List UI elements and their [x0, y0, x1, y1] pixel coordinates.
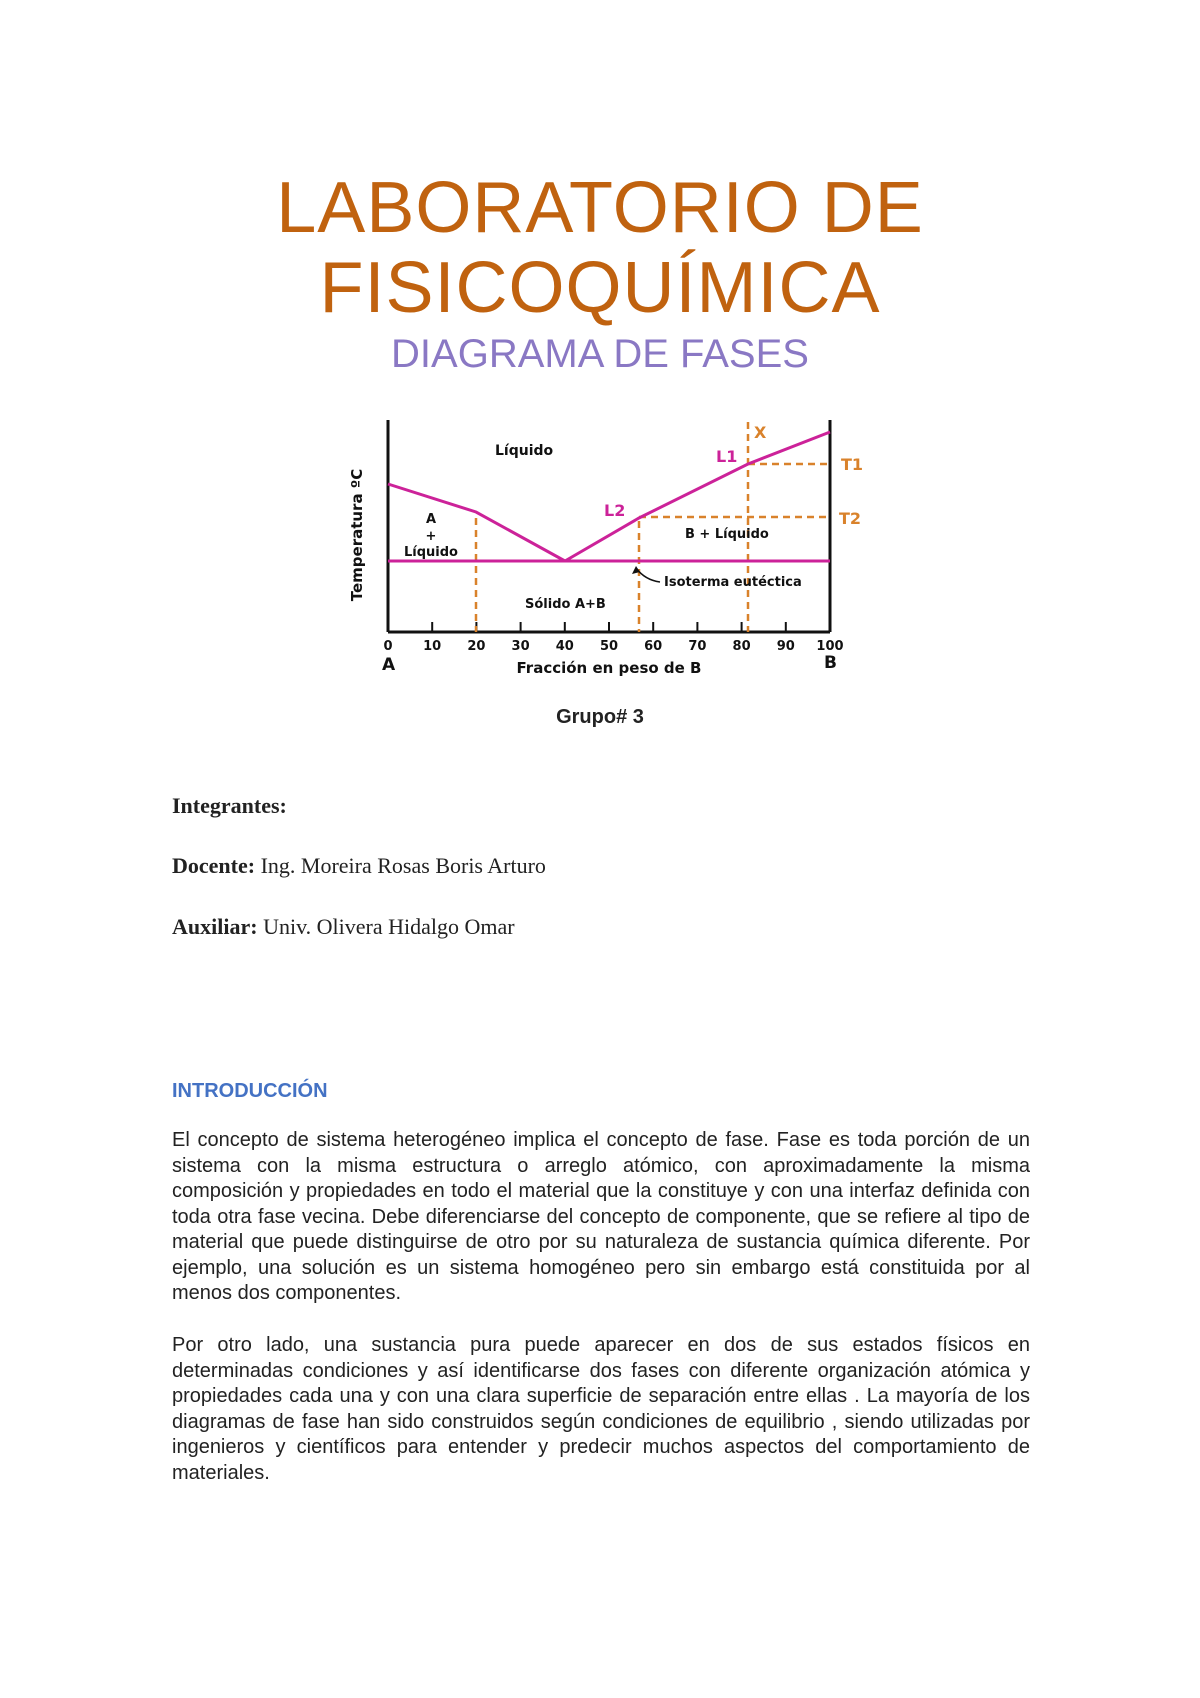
- x-tick-label: 20: [467, 639, 486, 654]
- x-tick-label: 60: [644, 639, 663, 654]
- region-liquid: Líquido: [495, 443, 554, 459]
- intro-paragraph-2: Por otro lado, una sustancia pura puede aparecer en dos de sus estados físicos en determinadas condiciones y así identificarse dos fases con diferente organización atómica y propiedades cada una y con una clara superficie de separación entre ellas . La mayoría de los diagramas de fase han sido construidos según condiciones de equilibrio , siendo utilizadas por ingenieros y científicos para entender y predecir muchos aspectos del comportamiento de materiales.: [172, 1334, 1030, 1484]
- docente-line: [172, 853, 546, 879]
- x-tick-label: 100: [816, 639, 844, 654]
- auxiliar-name: Univ. Olivera Hidalgo Omar: [257, 914, 515, 939]
- x-tick-label: 80: [732, 639, 751, 654]
- intro-heading: INTRODUCCIÓN: [172, 1080, 328, 1102]
- title-line-1: LABORATORIO DE: [276, 168, 924, 248]
- right-end-label: B: [824, 653, 837, 673]
- x-tick-label: 50: [599, 639, 619, 654]
- title-line-2: FISICOQUÍMICA: [319, 248, 881, 328]
- x-tick-label: 70: [688, 639, 707, 654]
- point-l1: L1: [716, 447, 738, 466]
- temp-t2: T2: [839, 509, 862, 528]
- y-axis-label: Temperatura ºC: [348, 468, 366, 602]
- auxiliar-line: [172, 914, 515, 940]
- temp-t1: T1: [841, 455, 864, 474]
- region-solid: Sólido A+B: [525, 597, 606, 612]
- x-tick-label: 40: [555, 639, 574, 654]
- group-label: Grupo# 3: [556, 706, 644, 728]
- region-b-liquid: B + Líquido: [685, 527, 769, 542]
- region-a-liquid-3: Líquido: [404, 545, 458, 560]
- point-x: X: [754, 423, 767, 442]
- region-a-liquid-1: A: [425, 512, 437, 527]
- x-axis-label: Fracción en peso de B: [516, 659, 702, 677]
- phase-diagram: [330, 410, 870, 680]
- auxiliar-label: Auxiliar:: [172, 914, 258, 939]
- x-tick-label: 10: [423, 639, 442, 654]
- x-tick-label: 30: [511, 639, 530, 654]
- eutectic-label: Isoterma eutéctica: [664, 575, 802, 590]
- x-tick-label: 90: [776, 639, 795, 654]
- x-tick-label: 0: [383, 639, 393, 654]
- intro-paragraph-1: El concepto de sistema heterogéneo implica el concepto de fase. Fase es toda porción de un sistema con la misma estructura o arreglo atómico, con aproximadamente la misma composición y propiedades en todo el material que la constituye y con una interfaz definida con toda otra fase vecina. Debe diferenciarse del concepto de componente, que se refiere al tipo de material que puede distinguirse de otro por su naturaleza de sustancia química diferente. Por ejemplo, una solución es un sistema homogéneo pero sin embargo está constituida por al menos dos componentes.: [172, 1129, 1030, 1304]
- region-a-liquid-2: +: [425, 529, 437, 544]
- point-l2: L2: [604, 501, 626, 520]
- subtitle: DIAGRAMA DE FASES: [391, 332, 809, 376]
- integrantes-label: Integrantes:: [172, 793, 287, 818]
- docente-name: Ing. Moreira Rosas Boris Arturo: [255, 853, 546, 878]
- docente-label: Docente:: [172, 853, 256, 878]
- left-end-label: A: [382, 655, 396, 675]
- x-ticks: [383, 622, 843, 654]
